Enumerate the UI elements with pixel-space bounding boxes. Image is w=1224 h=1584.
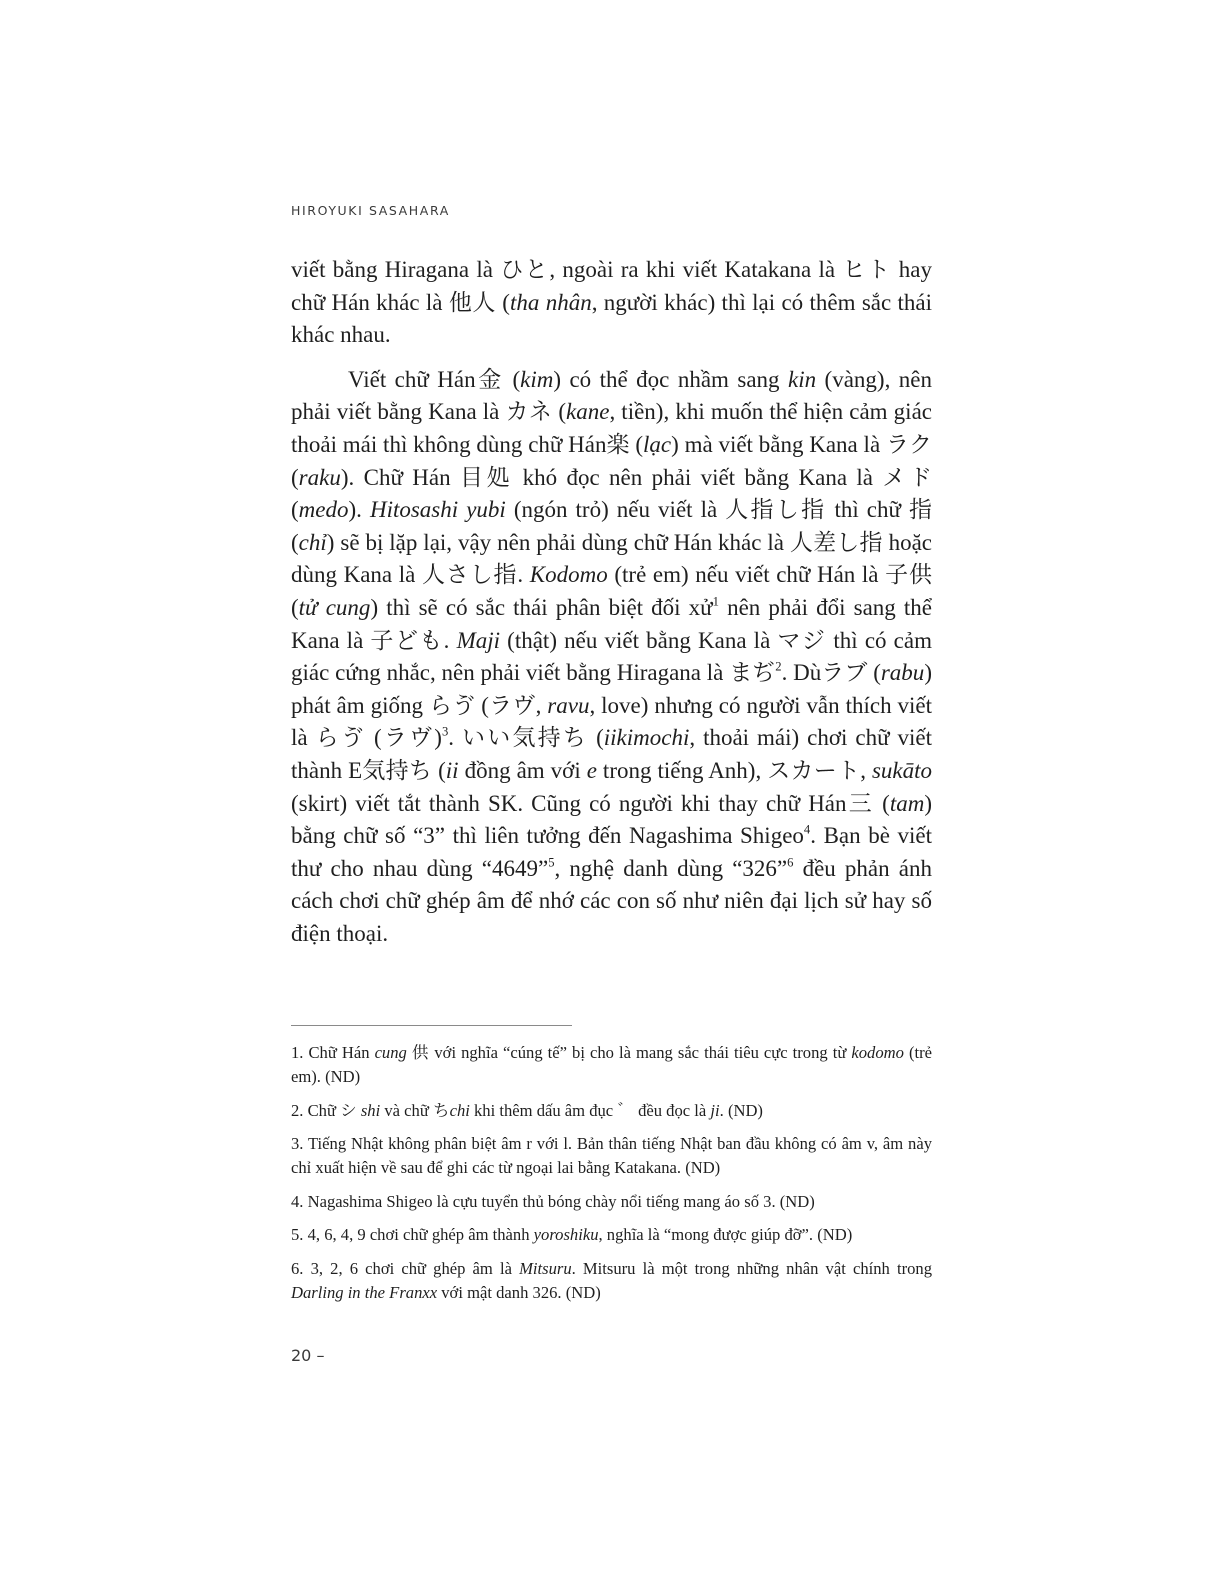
italic-term: ji	[710, 1100, 720, 1120]
text-run: ) bằng chữ số “3” thì liên tưởng đến Nagashima Shigeo	[291, 790, 932, 849]
text-run: 供 với nghĩa “cúng tế” bị cho là mang sắc thái tiêu cực trong từ	[406, 1043, 852, 1062]
italic-term: Kodomo	[529, 562, 608, 588]
italic-term: raku	[298, 464, 341, 490]
footnotes	[291, 1041, 932, 1314]
italic-term: Maji	[456, 627, 501, 653]
text-run: trong tiếng Anh), スカート,	[596, 757, 872, 783]
text-run: , nghệ danh dùng “326”	[554, 855, 788, 881]
italic-term: lạc	[643, 431, 672, 457]
main-text	[291, 254, 932, 950]
text-run: (skirt) viết tắt thành SK. Cũng có người khi thay chữ Hán三 (	[291, 790, 890, 816]
italic-term: rabu	[880, 660, 925, 686]
italic-term: cung	[374, 1043, 407, 1062]
text-run: (thật) nếu viết bằng Kana là マジ thì có cảm giác cứng nhắc, nên phải viết bằng Hiragana là まぢ	[291, 627, 932, 686]
text-run: 1. Chữ Hán	[291, 1043, 375, 1062]
footnote-ref: 6	[787, 855, 794, 870]
text-run: , nghĩa là “mong được giúp đỡ”. (ND)	[598, 1225, 853, 1244]
italic-term: shi	[360, 1100, 381, 1120]
footnote	[291, 1257, 932, 1305]
italic-term: medo	[298, 497, 349, 523]
italic-term: chi	[449, 1100, 470, 1120]
text-run: ) thì sẽ có sắc thái phân biệt đối xử	[370, 594, 713, 620]
text-run: 4. Nagashima Shigeo là cựu tuyển thủ bóng chày nổi tiếng mang áo số 3. (ND)	[291, 1191, 815, 1211]
text-run: (trẻ em) nếu viết chữ Hán là 子供 (	[291, 562, 932, 620]
italic-term: yoroshiku	[533, 1225, 599, 1244]
text-run: . いい気持ち (	[448, 725, 604, 751]
text-run: đồng âm với	[458, 757, 587, 783]
text-run: . Dùラブ (	[781, 660, 881, 686]
italic-term: tha nhân	[509, 289, 592, 315]
text-run: (trẻ em). (ND)	[291, 1043, 932, 1086]
italic-term: kodomo	[851, 1043, 904, 1062]
text-run: 2. Chữ シ	[291, 1100, 361, 1120]
text-run: đều phản ánh cách chơi chữ ghép âm để nhớ các con số như niên đại lịch sử hay số điện thoại.	[291, 855, 932, 946]
italic-term: chỉ	[298, 529, 327, 555]
page-number: 20 –	[291, 1346, 325, 1365]
text-run: ). Chữ Hán 目処 khó đọc nên phải viết bằng Kana là メド (	[291, 464, 932, 523]
italic-term: ravu	[547, 692, 590, 718]
text-run: . Mitsuru là một trong những nhân vật chính trong	[571, 1258, 932, 1278]
footnote-ref: 5	[548, 855, 555, 870]
text-run: , love) nhưng có người vẫn thích viết là らゔ (ラヴ)	[291, 692, 933, 751]
text-run: 6. 3, 2, 6 chơi chữ ghép âm là	[291, 1258, 520, 1278]
paragraph	[291, 254, 932, 352]
text-run: (ngón trỏ) nếu viết là 人指し指 thì chữ 指 (	[291, 497, 932, 555]
text-run: , tiền), khi muốn thể hiện cảm giác thoải mái thì không dùng chữ Hán楽 (	[291, 399, 932, 457]
italic-term: Mitsuru	[519, 1258, 572, 1278]
text-run: 3. Tiếng Nhật không phân biệt âm r với l. Bản thân tiếng Nhật ban đầu không có âm v, âm này chỉ xuất hiện về sau để ghi các từ ngoại lai bằng Katakana. (ND)	[291, 1134, 932, 1177]
text-run: . Bạn bè viết thư cho nhau dùng “4649”	[291, 823, 932, 881]
italic-term: tam	[889, 790, 925, 816]
footnote	[291, 1132, 932, 1180]
footnote-ref: 1	[712, 594, 719, 609]
footnote-ref: 3	[441, 724, 449, 739]
italic-term: e	[586, 757, 597, 783]
footnote	[291, 1190, 932, 1214]
footnote-ref: 4	[803, 822, 811, 837]
italic-term: kin	[787, 366, 817, 392]
text-run: Viết chữ Hán金 (	[348, 366, 521, 392]
footnote-ref: 2	[775, 659, 782, 674]
italic-term: Darling in the Franxx	[291, 1282, 438, 1302]
text-run: ) mà viết bằng Kana là ラク (	[291, 431, 932, 490]
footnote-divider	[291, 1025, 572, 1026]
italic-term: kane	[566, 399, 610, 425]
text-run: khi thêm dấu âm đục ゛ đều đọc là	[469, 1100, 711, 1120]
italic-term: tử cung	[298, 594, 371, 620]
text-run: ) phát âm giống らゔ (ラヴ,	[291, 660, 932, 718]
text-run: 5. 4, 6, 4, 9 chơi chữ ghép âm thành	[291, 1225, 534, 1244]
text-run: , thoải mái) chơi chữ viết thành E気持ち (	[291, 725, 933, 783]
text-run: , người khác) thì lại có thêm sắc thái khác nhau.	[291, 289, 933, 348]
text-run: . (ND)	[719, 1100, 763, 1120]
text-run: (vàng), nên phải viết bằng Kana là カネ (	[291, 366, 932, 425]
text-run: viết bằng Hiragana là ひと, ngoài ra khi viết Katakana là ヒト hay chữ Hán khác là 他人 (	[291, 257, 932, 315]
footnote	[291, 1041, 932, 1089]
text-run: ) có thể đọc nhầm sang	[553, 366, 788, 392]
text-run: ).	[348, 497, 370, 523]
italic-term: Hitosashi yubi	[369, 497, 506, 523]
italic-term: iikimochi	[603, 725, 690, 751]
text-run: với mật danh 326. (ND)	[437, 1282, 601, 1302]
italic-term: ii	[445, 757, 459, 783]
italic-term: sukāto	[871, 757, 933, 783]
footnote	[291, 1099, 932, 1123]
text-run: ) sẽ bị lặp lại, vậy nên phải dùng chữ Hán khác là 人差し指 hoặc dùng Kana là 人さし指.	[291, 529, 932, 588]
running-head: HIROYUKI SASAHARA	[291, 203, 450, 218]
italic-term: kim	[520, 366, 554, 392]
footnote	[291, 1223, 932, 1247]
text-run: nên phải đổi sang thể Kana là 子ども.	[291, 594, 932, 653]
paragraph	[291, 364, 932, 951]
text-run: và chữ ち	[380, 1100, 450, 1120]
